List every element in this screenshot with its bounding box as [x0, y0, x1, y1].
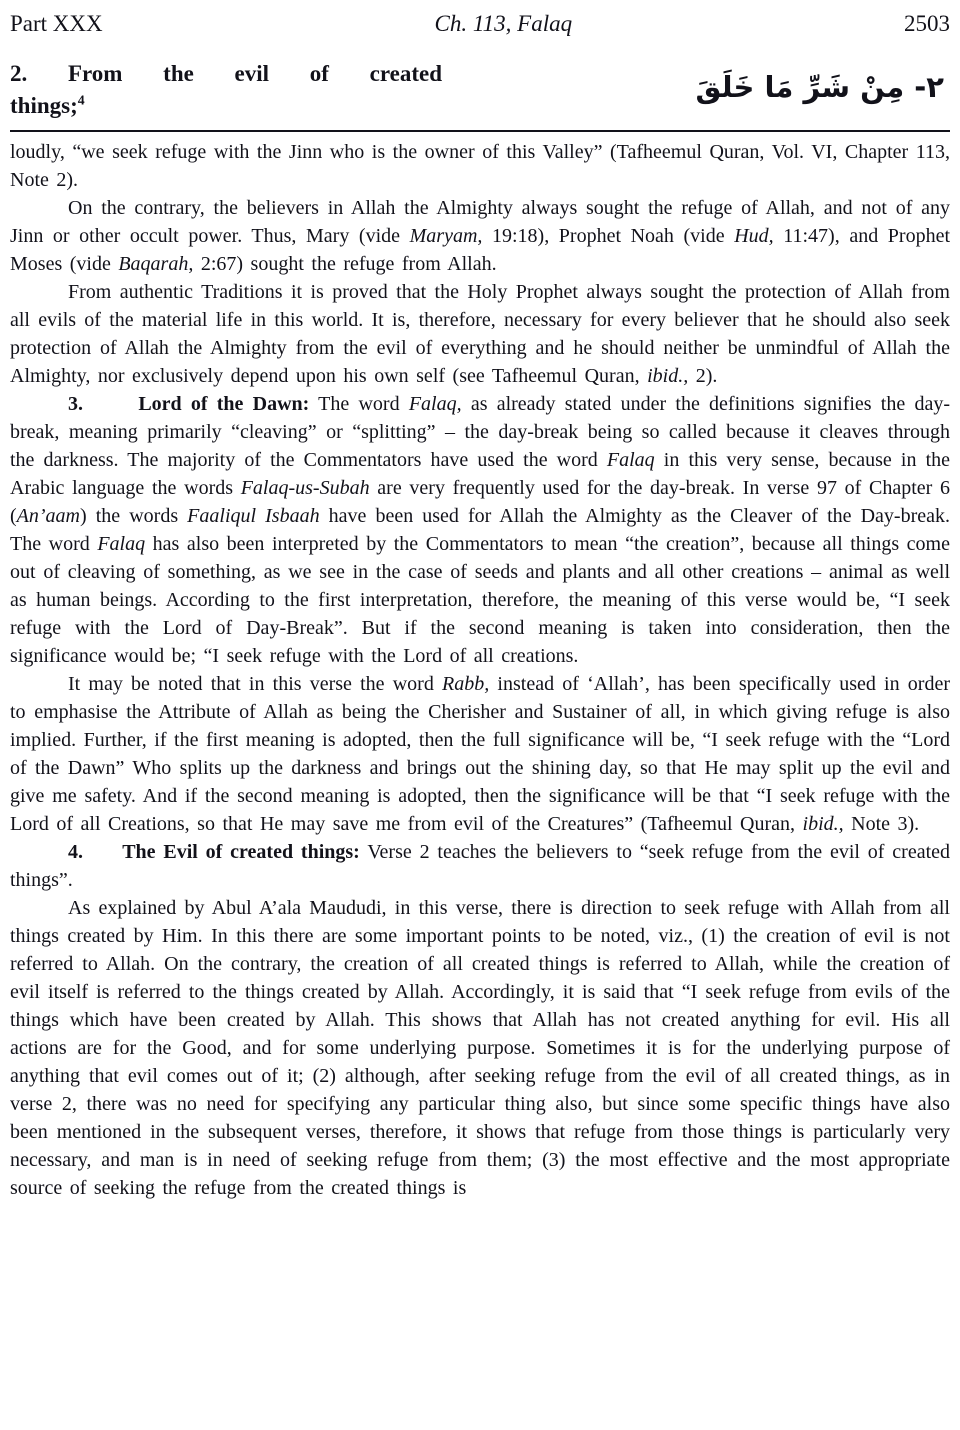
paragraph	[10, 838, 950, 894]
paragraph-text: 2).	[688, 365, 718, 387]
paragraph-italic-text: Maryam,	[409, 225, 483, 247]
paragraph-italic-text: Falaq	[97, 533, 146, 555]
paragraph	[10, 670, 950, 838]
paragraph-text: loudly, “we seek refuge with the Jinn who is the owner of this Valley” (Tafheemul Quran, Vol. VI, Chapter 113, Note 2).	[10, 141, 950, 191]
paragraph-text: has also been interpreted by the Commentators to mean “the creation”, because all things come out of cleaving of something, as we see in the case of seeds and plants and all other creations – animal as well as human beings. According to the first interpretation, therefore, the meaning of this verse would be, “I seek refuge with the Lord of Day-Break”. But if the second meaning is taken into consideration, then the significance would be; “I seek refuge with the Lord of all creations.	[10, 533, 950, 667]
paragraph	[10, 278, 950, 390]
paragraph-text: Note 3).	[843, 813, 920, 835]
verse-arabic: ٢- مِنْ شَرِّ مَا خَلَقَ	[695, 70, 944, 104]
paragraph-italic-text: Falaq-us-Subah	[240, 477, 370, 499]
paragraph-text: Verse 2 teaches the believers to “seek refuge from the evil of created things”.	[10, 841, 951, 891]
paragraph-text: On the contrary, the believers in Allah the Almighty always sought the refuge of Allah, and not of any Jinn or other occult power. Thus, Mary (vide	[10, 197, 950, 247]
verse-translation-line2-text: things;	[10, 93, 78, 118]
paragraph-text: The word	[309, 393, 409, 415]
paragraph-italic-text: Hud,	[734, 225, 774, 247]
paragraph-text: 11:47), and Prophet Moses (vide	[10, 225, 950, 275]
paragraph-heading-text: 3. Lord of the Dawn:	[68, 393, 310, 415]
chapter-title: Ch. 113, Falaq	[434, 11, 573, 36]
paragraph-italic-text: Falaq	[606, 449, 655, 471]
paragraph-text: as already stated under the definitions signifies the day-break, meaning primarily “cleaving” or “splitting” – the day-break being so called because it cleaves through the darkness. The majority of the Commentators have used the word	[10, 393, 950, 471]
paragraph	[10, 138, 950, 194]
paragraph-text: It may be noted that in this verse the word	[68, 673, 443, 695]
verse-translation-line2	[10, 90, 442, 122]
paragraph-italic-text: ibid.,	[647, 365, 689, 387]
paragraph	[10, 894, 950, 1202]
paragraph-italic-text: An’aam	[16, 505, 80, 527]
paragraph	[10, 390, 950, 670]
paragraph-italic-text: Rabb,	[442, 673, 490, 695]
paragraph-text: are very frequently used for the day-break. In verse 97 of Chapter 6 (	[10, 477, 950, 527]
paragraph-text: From authentic Traditions it is proved that the Holy Prophet always sought the protection of Allah from all evils of the material life in this world. It is, therefore, necessary for every believer that he should also seek protection of Allah the Almighty from the evil of everything and he should neither be unmindful of Allah the Almighty, nor exclusively depend upon his own self (see Tafheemul Quran,	[10, 281, 950, 387]
paragraph-text: have been used for Allah the Almighty as the Cleaver of the Day-break. The word	[10, 505, 950, 555]
paragraph-text: instead of ‘Allah’, has been specifically used in order to emphasise the Attribute of Allah as being the Cherisher and Sustainer of all, in which giving refuge is also implied. Further, if the first meaning is adopted, then the full significance will be, “I seek refuge with the “Lord of the Dawn” Who splits up the darkness and brings out the shining day, so that He may split up the evil and give me safety. And if the second meaning is adopted, then the significance will be that “I seek refuge with the Lord of all Creations, so that He may save me from evil of the Creatures” (Tafheemul Quran,	[10, 673, 950, 835]
paragraph-text: 2:67) sought the refuge from Allah.	[193, 253, 497, 275]
paragraph-text: As explained by Abul A’ala Maududi, in this verse, there is direction to seek refuge with Allah from all things created by Him. In this there are some important points to be noted, viz., (1) the creation of evil is not referred to Allah. On the contrary, the creation of all created things is referred to Allah, while the creation of evil itself is referred to the things created by Allah. Accordingly, it is said that “I seek refuge from evils of the things which have been created by Allah. This shows that Allah has not created anything for evil. His all actions are for the Good, and for some underlying purpose. Sometimes it is for the underlying purpose of anything that evil comes out of it; (2) although, after seeking refuge from the evil of all created things, as in verse 2, there was no need for specifying any particular thing also, but since some specific things have also been mentioned in the subsequent verses, therefore, it shows that refuge from those things is particularly very necessary, and man is in need of seeking refuge from them; (3) the most effective and the most appropriate source of seeking the refuge from the created things is	[10, 897, 950, 1199]
verse-translation	[10, 58, 442, 122]
verse-heading	[10, 58, 950, 122]
verse-translation-line1: 2. From the evil of created	[10, 61, 442, 86]
paragraph-heading-text: 4. The Evil of created things:	[68, 841, 360, 863]
paragraph-text: ) the words	[80, 505, 188, 527]
commentary-body	[10, 138, 950, 1202]
paragraph-italic-text: Faaliqul Isbaah	[187, 505, 320, 527]
paragraph-text: 19:18), Prophet Noah (vide	[482, 225, 735, 247]
divider-rule	[10, 130, 950, 132]
paragraph-italic-text: Falaq,	[408, 393, 462, 415]
page-number: 2503	[904, 11, 950, 36]
part-label: Part XXX	[10, 11, 103, 36]
paragraph	[10, 194, 950, 278]
paragraph-italic-text: ibid.,	[802, 813, 844, 835]
paragraph-text: in this very sense, because in the Arabic language the words	[10, 449, 951, 499]
footnote-ref: 4	[77, 92, 85, 108]
paragraph-italic-text: Baqarah,	[118, 253, 194, 275]
page-header	[10, 10, 950, 38]
